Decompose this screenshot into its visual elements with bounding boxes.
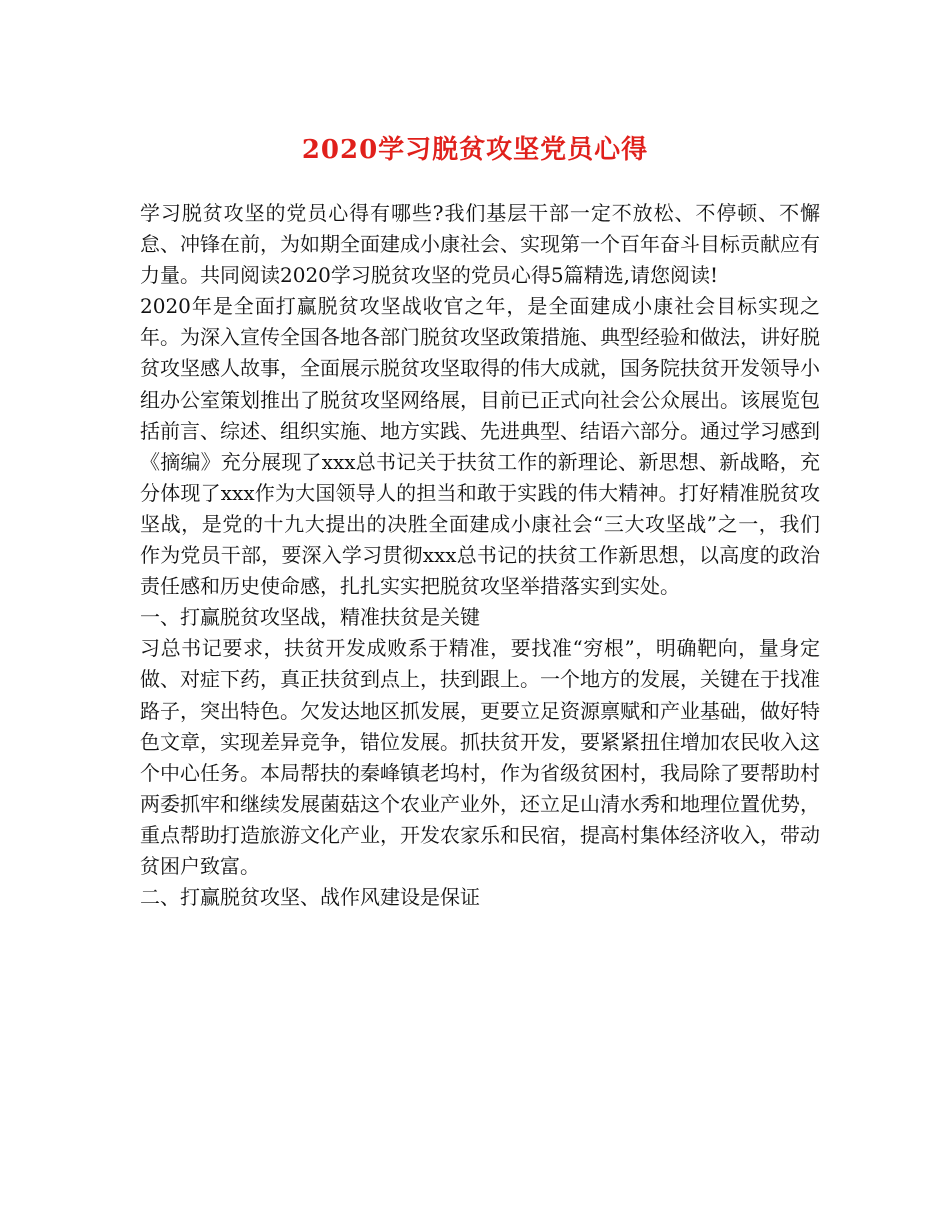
document-title: 2020学习脱贫攻坚党员心得 [301, 135, 649, 165]
paragraph-section-1: 习总书记要求，扶贫开发成败系于精准，要找准“穷根”，明确靶向，量身定做、对症下药，真正扶贫到点上，扶到跟上。一个地方的发展，关键在于找准路子，突出特色。欠发达地区抓发展，更要立足资源禀赋和产业基础，做好特色文章，实现差异竞争，错位发展。抓扶贫开发，要紧紧扭住增加农民收入这个中心任务。本局帮扶的秦峰镇老坞村，作为省级贫困村，我局除了要帮助村两委抓牢和继续发展菌菇这个农业产业外，还立足山清水秀和地理位置优势，重点帮助打造旅游文化产业，开发农家乐和民宿，提高村集体经济收入，带动贫困户致富。 [140, 636, 820, 878]
document-body [140, 198, 820, 913]
section-heading-1: 一、打赢脱贫攻坚战，精准扶贫是关键 [140, 605, 480, 630]
paragraph-intro: 学习脱贫攻坚的党员心得有哪些?我们基层干部一定不放松、不停顿、不懈怠、冲锋在前，为如期全面建成小康社会、实现第一个百年奋斗目标贡献应有力量。共同阅读2020学习脱贫攻坚的党员心得5篇精选,请您阅读! [140, 201, 820, 288]
paragraph-background: 2020年是全面打赢脱贫攻坚战收官之年，是全面建成小康社会目标实现之年。为深入宣传全国各地各部门脱贫攻坚政策措施、典型经验和做法，讲好脱贫攻坚感人故事，全面展示脱贫攻坚取得的伟大成就，国务院扶贫开发领导小组办公室策划推出了脱贫攻坚网络展，目前已正式向社会公众展出。该展览包括前言、综述、组织实施、地方实践、先进典型、结语六部分。通过学习感到《摘编》充分展现了xxx总书记关于扶贫工作的新理论、新思想、新战略，充分体现了xxx作为大国领导人的担当和敢于实践的伟大精神。打好精准脱贫攻坚战，是党的十九大提出的决胜全面建成小康社会“三大攻坚战”之一，我们作为党员干部，要深入学习贯彻xxx总书记的扶贫工作新思想，以高度的政治责任感和历史使命感，扎扎实实把脱贫攻坚举措落实到实处。 [140, 294, 820, 599]
section-heading-2: 二、打赢脱贫攻坚、战作风建设是保证 [140, 885, 480, 910]
